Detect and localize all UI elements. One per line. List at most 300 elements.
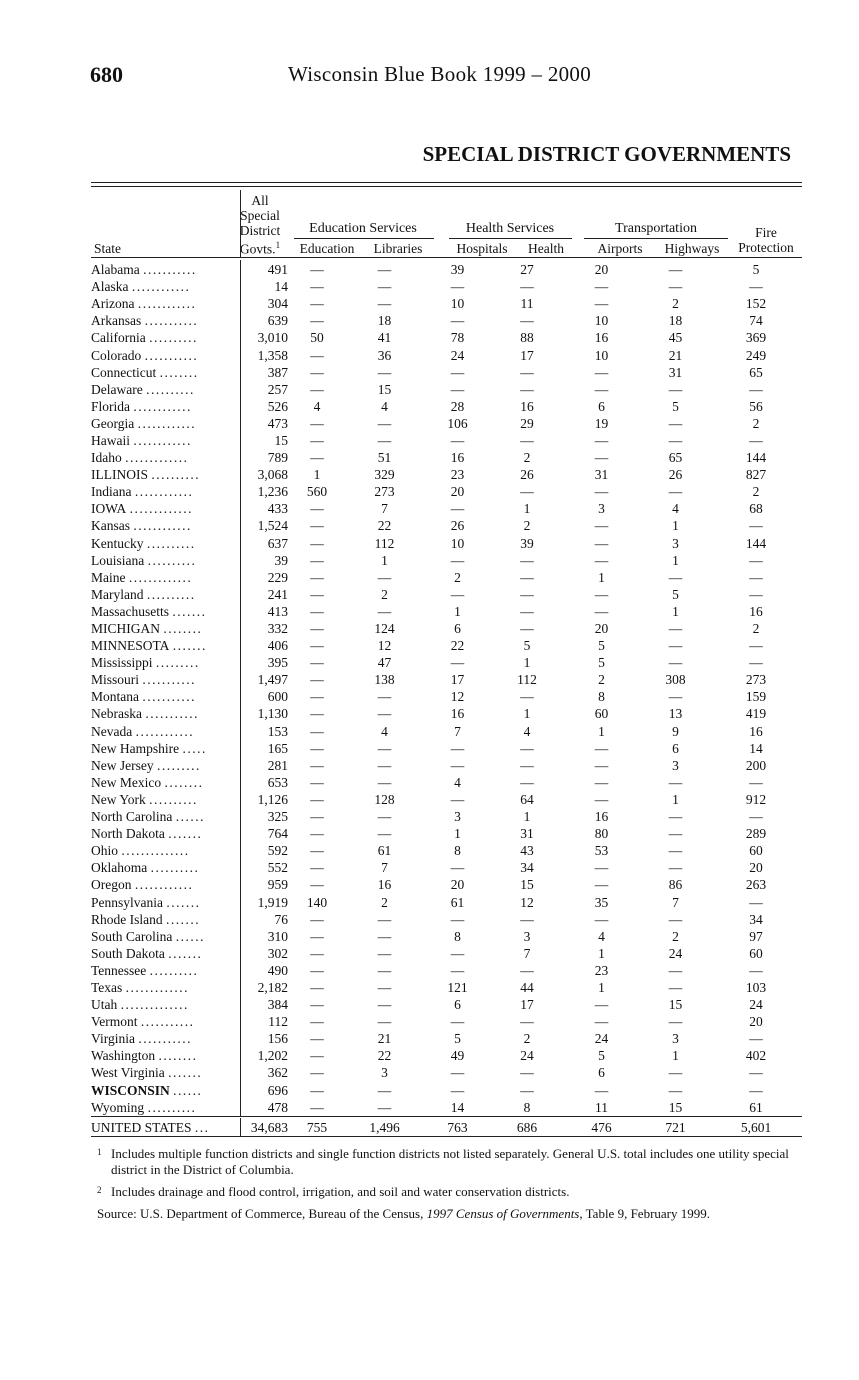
cell-airports: —: [594, 518, 609, 534]
cell-education: —: [310, 381, 324, 397]
state-name: Florida: [91, 398, 130, 414]
cell-education: —: [310, 621, 324, 637]
cell-highways: —: [668, 1065, 683, 1081]
cell-total: 15: [274, 432, 288, 448]
state-leader: ..........: [146, 586, 196, 602]
cell-health: —: [520, 911, 534, 927]
footnote-2-mark: 2: [97, 1185, 102, 1195]
state-name: Indiana: [91, 484, 132, 500]
cell-health: 44: [520, 979, 534, 995]
cell-fire: 2: [752, 415, 760, 431]
cell-airports: 1: [598, 569, 605, 585]
header-highways: Highways: [664, 241, 720, 256]
state-leader: ......: [173, 1082, 203, 1098]
table-top-rule-inner: [91, 186, 802, 187]
cell-total: 490: [267, 962, 288, 978]
cell-education: —: [310, 706, 324, 722]
cell-hospitals: —: [450, 791, 465, 807]
state-name: Alaska: [91, 279, 129, 295]
totals-leader: ...: [194, 1120, 210, 1136]
cell-hospitals: 10: [450, 296, 465, 312]
header-total-text: Govts.: [239, 241, 276, 257]
header-fire: [730, 225, 802, 255]
row-state: [91, 1047, 240, 1064]
cell-health: 29: [520, 415, 534, 431]
row-state: [91, 1099, 240, 1116]
cell-hospitals: 22: [450, 638, 465, 654]
row-state: [91, 329, 240, 346]
cell-highways: 4: [672, 501, 679, 517]
cell-libraries: —: [377, 962, 392, 978]
cell-hospitals: —: [450, 655, 465, 671]
header-total-note: 1: [275, 240, 281, 250]
cell-education: —: [310, 313, 324, 329]
row-state: [91, 364, 240, 381]
cell-total: 310: [267, 928, 288, 944]
cell-libraries: 273: [374, 484, 395, 500]
cell-airports: 3: [598, 501, 605, 517]
state-leader: ..............: [120, 997, 189, 1013]
table-row: [91, 1099, 802, 1116]
cell-education: —: [310, 757, 324, 773]
cell-fire: 97: [749, 928, 763, 944]
cell-hospitals: 61: [450, 894, 465, 910]
row-state: [91, 500, 240, 517]
cell-hospitals: 39: [450, 262, 465, 278]
totals-highways: 721: [665, 1120, 686, 1136]
state-leader: ........: [163, 621, 203, 637]
header-total-line1: All: [251, 193, 269, 208]
state-name: Vermont: [91, 1014, 138, 1030]
cell-health: 1: [523, 655, 531, 671]
cell-health: 26: [520, 467, 534, 483]
cell-health: —: [520, 689, 534, 705]
cell-libraries: —: [377, 911, 392, 927]
state-leader: ............: [134, 877, 194, 893]
table-row: [91, 466, 802, 483]
cell-hospitals: 26: [450, 518, 465, 534]
cell-fire: 263: [745, 877, 767, 893]
cell-total: 413: [267, 603, 288, 619]
cell-airports: —: [594, 1014, 609, 1030]
state-leader: ......: [175, 809, 205, 825]
cell-total: 362: [267, 1065, 288, 1081]
table-row: [91, 774, 802, 791]
cell-education: —: [310, 415, 324, 431]
cell-health: —: [520, 586, 534, 602]
cell-fire: 14: [749, 740, 763, 756]
cell-hospitals: 14: [450, 1099, 465, 1115]
cell-fire: 827: [745, 467, 767, 483]
table-row: [91, 483, 802, 500]
cell-airports: 6: [598, 398, 605, 414]
cell-highways: —: [668, 774, 683, 790]
cell-highways: 5: [672, 586, 679, 602]
row-state: [91, 603, 240, 620]
state-leader: ........: [164, 774, 204, 790]
row-state: [91, 774, 240, 791]
cell-highways: 24: [668, 945, 683, 961]
source-prefix: Source: U.S. Department of Commerce, Bureau of the Census,: [97, 1206, 427, 1221]
cell-fire: 34: [749, 911, 763, 927]
cell-total: 959: [267, 877, 288, 893]
cell-health: —: [520, 484, 534, 500]
row-state: [91, 808, 240, 825]
table-row: [91, 705, 802, 722]
state-leader: ..........: [147, 552, 197, 568]
cell-hospitals: 10: [450, 535, 465, 551]
row-state: [91, 825, 240, 842]
table-row: [91, 757, 802, 774]
row-state: [91, 295, 240, 312]
cell-airports: 11: [595, 1099, 608, 1115]
cell-education: —: [310, 347, 324, 363]
state-name: New Hampshire: [91, 740, 180, 756]
cell-education: —: [310, 997, 324, 1013]
cell-fire: 74: [749, 313, 763, 329]
header-bottom-rule: [91, 257, 802, 258]
cell-fire: 16: [749, 603, 763, 619]
cell-highways: —: [668, 962, 683, 978]
state-leader: ............: [131, 279, 191, 295]
state-name: Idaho: [91, 450, 122, 466]
cell-fire: 24: [749, 997, 763, 1013]
row-state: [91, 415, 240, 432]
state-table: [91, 261, 802, 1116]
cell-health: 43: [520, 843, 534, 859]
state-name: Oregon: [91, 877, 132, 893]
state-leader: ...........: [145, 706, 199, 722]
cell-fire: —: [749, 552, 763, 568]
cell-education: —: [310, 279, 324, 295]
cell-fire: 65: [749, 364, 763, 380]
cell-airports: —: [594, 603, 609, 619]
state-name: Alabama: [91, 262, 140, 278]
cell-libraries: —: [377, 979, 392, 995]
cell-libraries: —: [377, 809, 392, 825]
table-row: [91, 620, 802, 637]
table-row: [91, 911, 802, 928]
table-row: [91, 876, 802, 893]
state-name: Mississippi: [91, 655, 153, 671]
table-row: [91, 688, 802, 705]
cell-health: 12: [520, 894, 534, 910]
cell-airports: —: [594, 586, 609, 602]
cell-total: 789: [267, 450, 288, 466]
cell-health: 1: [523, 706, 531, 722]
cell-fire: 144: [745, 535, 767, 551]
state-name: Montana: [91, 689, 139, 705]
cell-airports: —: [594, 279, 609, 295]
cell-airports: —: [594, 364, 609, 380]
cell-libraries: 3: [381, 1065, 388, 1081]
cell-hospitals: 28: [450, 398, 465, 414]
cell-total: 1,919: [257, 894, 288, 910]
cell-fire: —: [749, 569, 763, 585]
cell-fire: —: [749, 1065, 763, 1081]
cell-total: 3,010: [257, 330, 288, 346]
cell-hospitals: 20: [450, 484, 465, 500]
state-name: Maryland: [91, 586, 144, 602]
cell-education: —: [310, 1065, 324, 1081]
cell-hospitals: —: [450, 279, 465, 295]
cell-hospitals: —: [450, 1014, 465, 1030]
cell-hospitals: 4: [454, 774, 461, 790]
table-row: [91, 517, 802, 534]
cell-airports: 20: [594, 262, 609, 278]
cell-libraries: 4: [381, 723, 388, 739]
cell-fire: —: [749, 809, 763, 825]
cell-education: —: [310, 877, 324, 893]
table-row: [91, 791, 802, 808]
cell-libraries: —: [377, 1082, 392, 1098]
row-state: [91, 483, 240, 500]
cell-libraries: 12: [377, 638, 392, 654]
table-row: [91, 586, 802, 603]
cell-airports: 20: [594, 621, 609, 637]
cell-total: 165: [267, 740, 288, 756]
cell-total: 526: [267, 398, 288, 414]
cell-airports: 16: [594, 809, 609, 825]
state-name: New York: [91, 791, 146, 807]
cell-total: 2,182: [257, 979, 288, 995]
cell-libraries: 329: [374, 467, 395, 483]
cell-highways: 1: [672, 518, 679, 534]
cell-education: —: [310, 518, 324, 534]
cell-fire: 402: [745, 1048, 767, 1064]
cell-fire: —: [749, 586, 763, 602]
state-name: South Carolina: [91, 928, 173, 944]
state-leader: ............: [133, 398, 192, 414]
cell-fire: —: [749, 1082, 763, 1098]
education-group-rule: [294, 238, 434, 239]
cell-hospitals: 106: [447, 415, 468, 431]
cell-education: 50: [310, 330, 324, 346]
header-fire-line2: Protection: [738, 240, 794, 255]
cell-health: 7: [523, 945, 531, 961]
cell-libraries: 16: [377, 877, 392, 893]
row-state: [91, 1013, 240, 1030]
cell-education: —: [310, 791, 324, 807]
state-leader: ......: [175, 928, 205, 944]
cell-fire: —: [749, 655, 763, 671]
cell-hospitals: —: [450, 860, 465, 876]
transportation-group-rule: [584, 238, 728, 239]
cell-total: 696: [267, 1082, 288, 1098]
cell-libraries: 128: [374, 791, 395, 807]
cell-education: —: [310, 1082, 324, 1098]
cell-airports: 10: [594, 313, 609, 329]
state-name: Rhode Island: [91, 911, 163, 927]
row-state: [91, 876, 240, 893]
page-number: 680: [90, 62, 123, 87]
cell-highways: —: [668, 381, 683, 397]
cell-hospitals: 8: [454, 928, 461, 944]
cell-highways: —: [668, 655, 683, 671]
cell-education: —: [310, 501, 324, 517]
cell-highways: 13: [668, 706, 683, 722]
cell-health: —: [520, 603, 534, 619]
state-name: Kansas: [91, 518, 130, 534]
cell-total: 229: [267, 569, 288, 585]
cell-education: —: [310, 1031, 324, 1047]
cell-highways: —: [668, 826, 683, 842]
cell-education: —: [310, 569, 324, 585]
cell-health: 1: [523, 501, 531, 517]
state-leader: .............: [128, 569, 193, 585]
cell-health: 5: [523, 638, 531, 654]
cell-airports: 10: [594, 347, 609, 363]
cell-hospitals: —: [450, 1082, 465, 1098]
row-state: [91, 586, 240, 603]
cell-airports: 35: [594, 894, 609, 910]
cell-health: —: [520, 381, 534, 397]
state-name: Oklahoma: [91, 860, 148, 876]
cell-fire: 200: [745, 757, 767, 773]
table-row: [91, 979, 802, 996]
cell-libraries: —: [377, 928, 392, 944]
footnote-2-text: Includes drainage and flood control, irrigation, and soil and water conservation districts.: [111, 1184, 570, 1199]
table-row: [91, 398, 802, 415]
cell-fire: 159: [745, 689, 767, 705]
cell-total: 592: [267, 843, 288, 859]
cell-hospitals: 16: [450, 706, 465, 722]
cell-total: 153: [267, 723, 288, 739]
cell-airports: —: [594, 296, 609, 312]
cell-hospitals: 6: [454, 997, 461, 1013]
cell-total: 112: [268, 1014, 288, 1030]
cell-health: 112: [517, 672, 537, 688]
cell-total: 764: [267, 826, 288, 842]
cell-health: —: [520, 1082, 534, 1098]
state-name: Maine: [91, 569, 126, 585]
cell-highways: 1: [672, 603, 679, 619]
state-name: Kentucky: [91, 535, 144, 551]
cell-health: 27: [520, 262, 534, 278]
state-name: Tennessee: [91, 962, 147, 978]
cell-hospitals: —: [450, 381, 465, 397]
table-row: [91, 312, 802, 329]
cell-total: 433: [267, 501, 288, 517]
cell-libraries: 51: [377, 450, 392, 466]
cell-libraries: —: [377, 296, 392, 312]
row-state: [91, 705, 240, 722]
cell-fire: 16: [749, 723, 763, 739]
header-airports: Airports: [597, 241, 643, 256]
cell-hospitals: 24: [450, 347, 465, 363]
state-leader: ........: [158, 1048, 198, 1064]
state-name: California: [91, 330, 146, 346]
cell-highways: 6: [672, 740, 679, 756]
state-name: Missouri: [91, 672, 140, 688]
cell-libraries: —: [377, 997, 392, 1013]
table-row: [91, 500, 802, 517]
state-leader: ..........: [146, 381, 195, 397]
row-state: [91, 928, 240, 945]
cell-hospitals: —: [450, 757, 465, 773]
cell-total: 1,202: [257, 1048, 288, 1064]
cell-education: —: [310, 826, 324, 842]
cell-total: 639: [267, 313, 288, 329]
row-state: [91, 569, 240, 586]
state-leader: .........: [155, 655, 200, 671]
cell-health: —: [520, 552, 534, 568]
cell-education: —: [310, 552, 324, 568]
cell-libraries: —: [377, 826, 392, 842]
cell-hospitals: 49: [450, 1048, 465, 1064]
footnote-1-mark: 1: [97, 1147, 102, 1157]
cell-fire: 249: [745, 347, 767, 363]
table-top-rule: [91, 182, 802, 183]
cell-total: 156: [267, 1031, 288, 1047]
row-state: [91, 911, 240, 928]
cell-total: 600: [267, 689, 288, 705]
cell-airports: —: [594, 860, 609, 876]
row-state: [91, 552, 240, 569]
cell-total: 281: [267, 757, 288, 773]
cell-total: 325: [267, 809, 288, 825]
running-head: Wisconsin Blue Book 1999 – 2000: [288, 62, 592, 86]
source-note: [97, 1206, 821, 1222]
cell-airports: —: [594, 484, 609, 500]
cell-hospitals: —: [450, 552, 465, 568]
state-name: ILLINOIS: [91, 467, 148, 483]
cell-airports: 8: [598, 689, 605, 705]
cell-health: —: [520, 432, 534, 448]
table-row: [91, 1082, 802, 1099]
cell-total: 257: [267, 381, 288, 397]
row-state: [91, 261, 240, 278]
table-row: [91, 449, 802, 466]
cell-education: 140: [306, 894, 328, 910]
state-leader: ..........: [151, 467, 201, 483]
cell-libraries: 15: [377, 381, 392, 397]
cell-highways: 5: [672, 398, 679, 414]
cell-airports: —: [594, 535, 609, 551]
header-health-group: Health Services: [465, 221, 555, 236]
cell-health: —: [520, 757, 534, 773]
state-leader: .......: [166, 894, 201, 910]
cell-libraries: —: [377, 740, 392, 756]
cell-libraries: 124: [374, 621, 395, 637]
state-leader: ............: [133, 432, 192, 448]
cell-fire: 419: [745, 706, 767, 722]
state-name: New Jersey: [91, 757, 154, 773]
cell-hospitals: 20: [450, 877, 465, 893]
row-state: [91, 637, 240, 654]
table-row: [91, 1013, 802, 1030]
cell-highways: —: [668, 843, 683, 859]
state-name: Wyoming: [91, 1099, 145, 1115]
state-name: North Dakota: [91, 826, 165, 842]
cell-libraries: —: [377, 757, 392, 773]
cell-highways: 45: [668, 330, 683, 346]
cell-highways: 1: [672, 1048, 679, 1064]
state-leader: .......: [168, 945, 203, 961]
row-state: [91, 1082, 240, 1099]
cell-health: 2: [523, 450, 531, 466]
row-state: [91, 278, 240, 295]
cell-airports: —: [594, 791, 609, 807]
cell-health: 88: [520, 330, 534, 346]
state-leader: ..........: [149, 791, 198, 807]
row-state: [91, 842, 240, 859]
row-state: [91, 1064, 240, 1081]
cell-libraries: —: [377, 1014, 392, 1030]
table-row: [91, 740, 802, 757]
state-leader: ...........: [142, 672, 197, 688]
table-row: [91, 552, 802, 569]
